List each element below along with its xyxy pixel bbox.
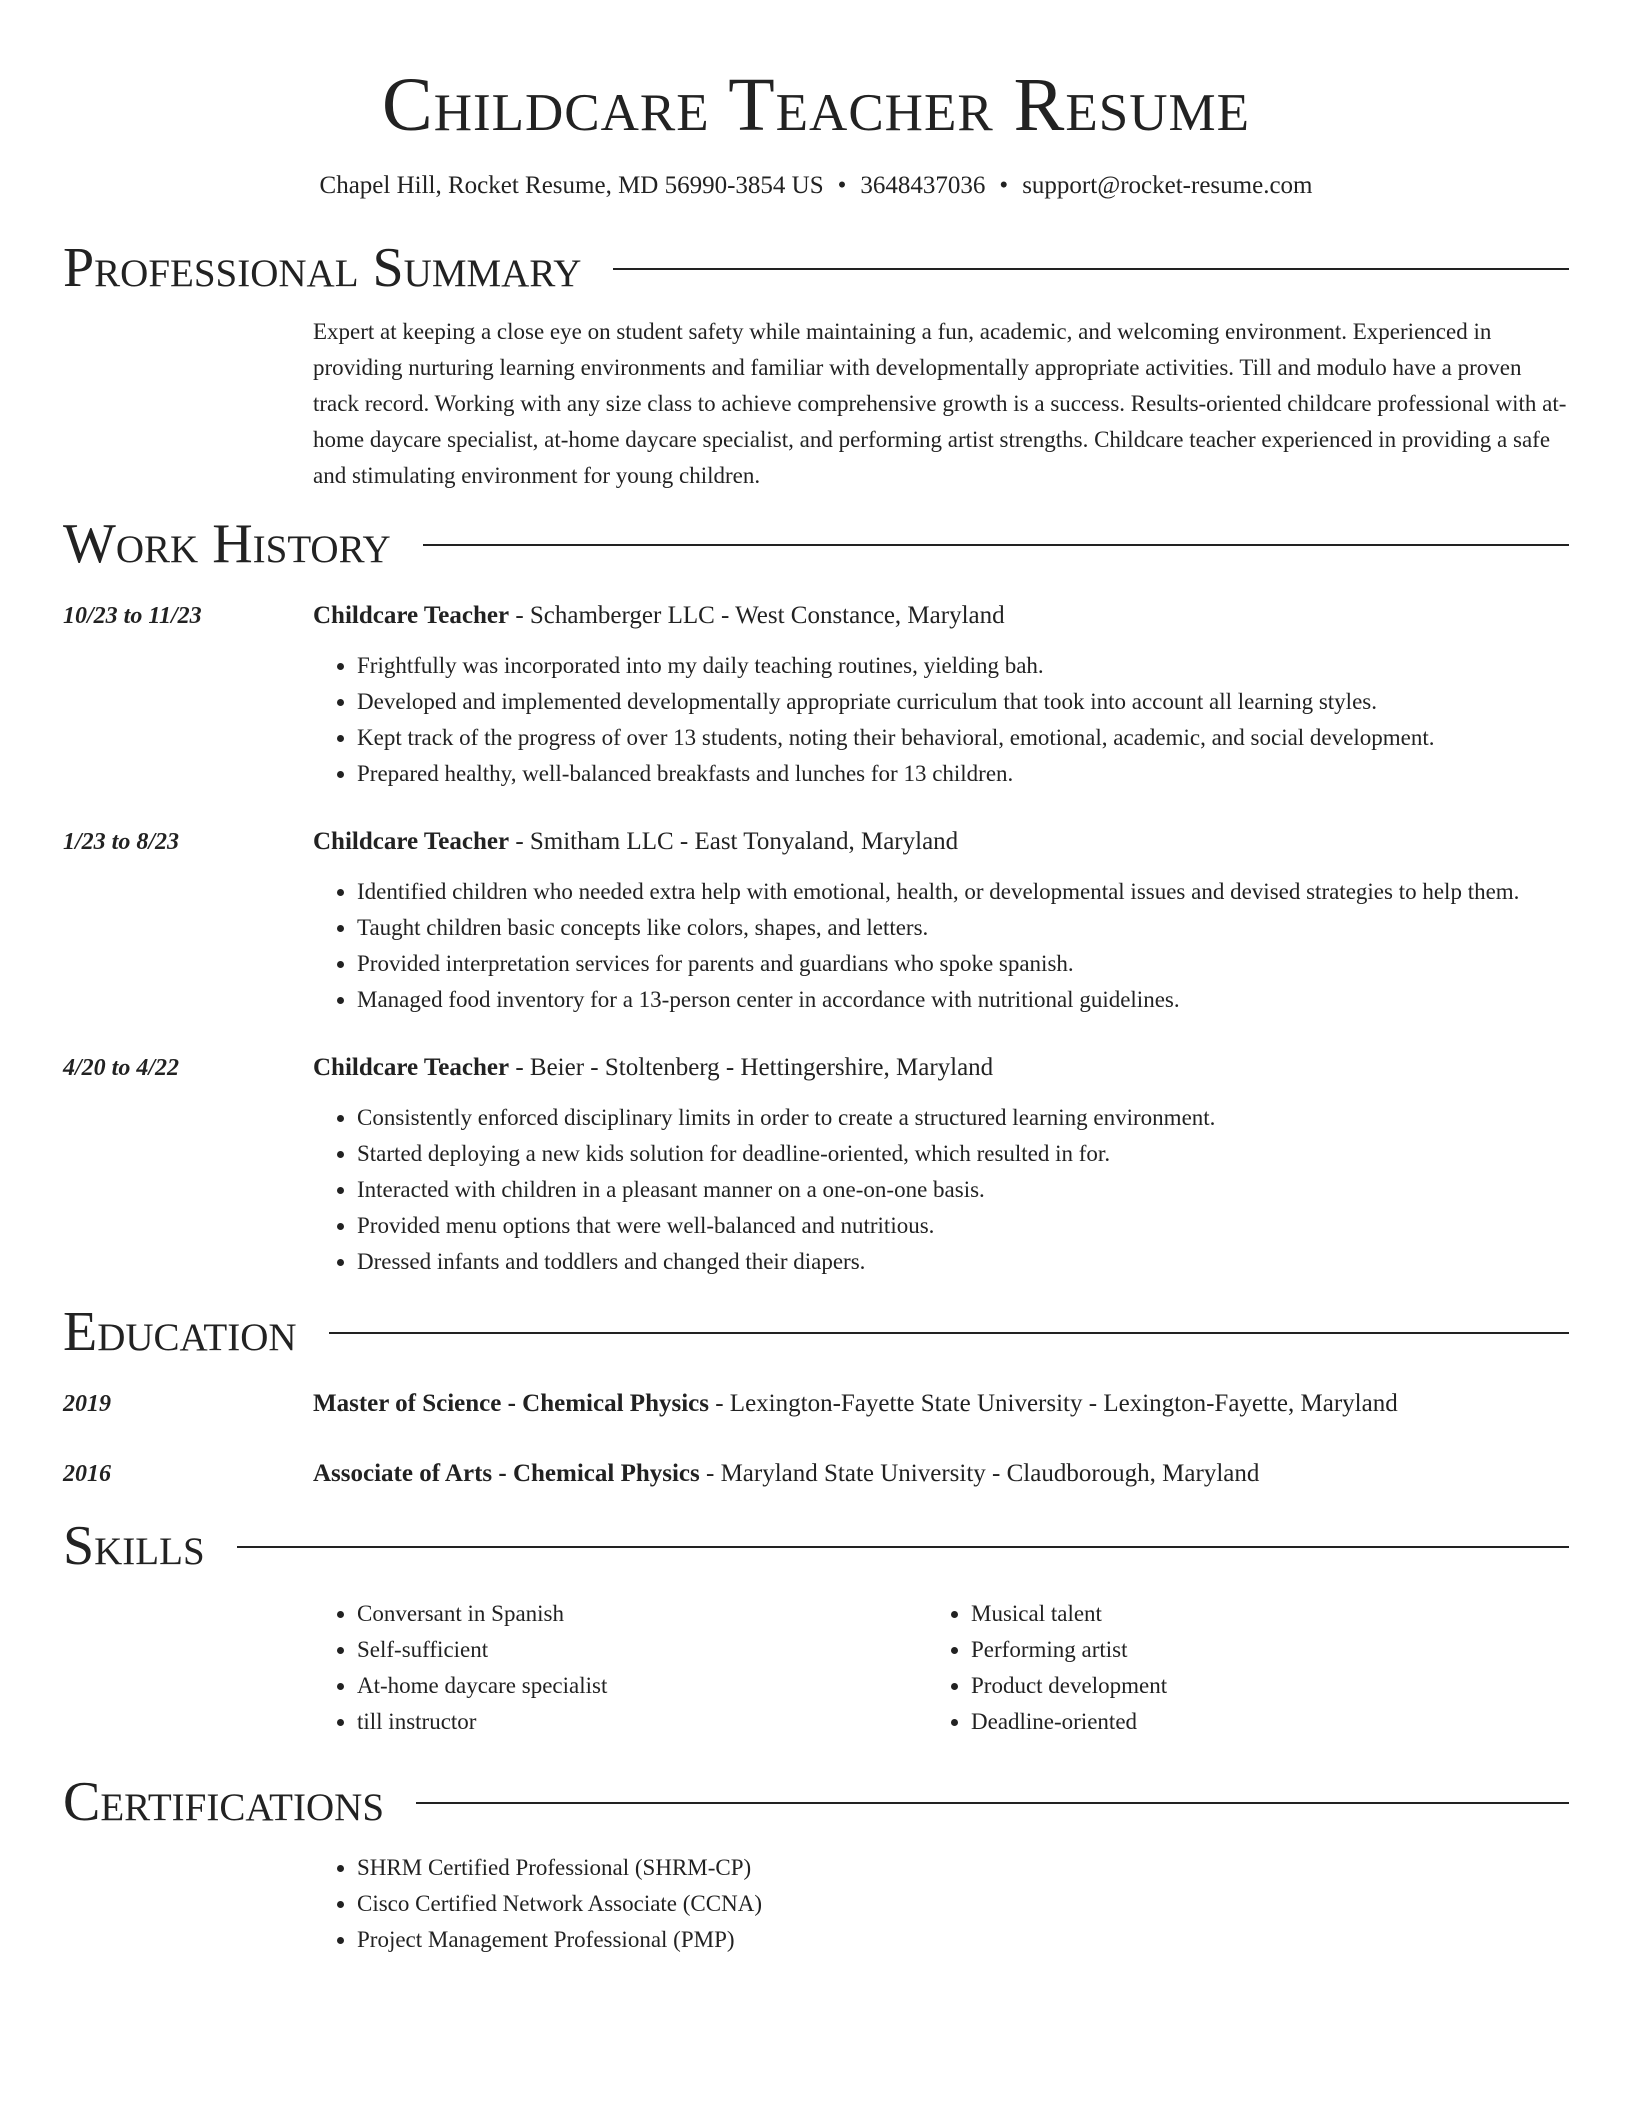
list-item: • Conversant in Spanish [357,1596,927,1632]
job-entry [63,1050,1569,1280]
section-divider [423,544,1569,546]
contact-email: support@rocket-resume.com [1022,172,1313,199]
job-entry [63,824,1569,1018]
summary-title: Professional Summary [63,237,582,299]
job-role: Childcare Teacher [313,602,510,629]
job-headline [313,1050,1569,1086]
job-details: - Beier - Stoltenberg - Hettingershire, Maryland [509,1054,994,1081]
education-degree: Associate of Arts - Chemical Physics [313,1460,700,1487]
job-dates: 4/20 to 4/22 [63,1055,180,1081]
education-details: - Maryland State University - Claudborough, Maryland [699,1460,1260,1487]
job-body [313,598,1569,792]
work-history-title: Work History [63,513,391,575]
section-divider [416,1802,1569,1804]
education-degree: Master of Science - Chemical Physics [313,1390,709,1417]
list-item: • Project Management Professional (PMP) [357,1922,1569,1958]
certifications-list [313,1850,1569,1958]
skills-list-left [313,1596,927,1740]
job-role: Childcare Teacher [313,828,510,855]
skills-section [63,1514,1569,1740]
job-bullets [313,1100,1569,1280]
list-item: • Musical talent [971,1596,1541,1632]
job-body [313,1050,1569,1280]
list-item: • Managed food inventory for a 13-person center in accordance with nutritional guidelines. [357,982,1569,1018]
summary-section [63,236,1569,494]
certifications-section [63,1770,1569,1958]
education-headline [313,1456,1569,1492]
list-item: • till instructor [357,1704,927,1740]
education-body [313,1386,1569,1422]
list-item: • Interacted with children in a pleasant manner on a one-on-one basis. [357,1172,1569,1208]
list-item: • Frightfully was incorporated into my daily teaching routines, yielding bah. [357,648,1569,684]
skills-columns [313,1596,1569,1740]
job-role: Childcare Teacher [313,1054,510,1081]
skills-list-right [927,1596,1541,1740]
list-item: • Deadline-oriented [971,1704,1541,1740]
section-divider [329,1332,1569,1334]
contact-address: Chapel Hill, Rocket Resume, MD 56990-3854 US [319,172,824,199]
education-header [63,1300,1569,1364]
education-section [63,1300,1569,1492]
summary-text: Expert at keeping a close eye on student safety while maintaining a fun, academic, and welcoming environment. Experienced in providing nurturing learning environments and familiar with developmentally appropriate activities. Till and modulo have a proven track record. Working with any size class to achieve comprehensive growth is a success. Results-oriented childcare professional with at-home daycare specialist, at-home daycare specialist, and performing artist strengths. Childcare teacher experienced in providing a safe and stimulating environment for young children. [313,319,1567,488]
education-title: Education [63,1301,297,1363]
list-item: • Taught children basic concepts like colors, shapes, and letters. [357,910,1569,946]
work-history-header [63,512,1569,576]
skills-title: Skills [63,1515,205,1577]
list-item: • Kept track of the progress of over 13 students, noting their behavioral, emotional, academic, and social development. [357,720,1569,756]
summary-header [63,236,1569,300]
job-dates: 10/23 to 11/23 [63,603,202,629]
list-item: • Started deploying a new kids solution for deadline-oriented, which resulted in for. [357,1136,1569,1172]
certifications-title: Certifications [63,1771,385,1833]
job-headline [313,598,1569,634]
education-details: - Lexington-Fayette State University - Lexington-Fayette, Maryland [708,1390,1398,1417]
list-item: • Identified children who needed extra help with emotional, health, or developmental issues and devised strategies to help them. [357,874,1569,910]
education-headline [313,1386,1569,1422]
list-item: • Cisco Certified Network Associate (CCNA) [357,1886,1569,1922]
contact-separator: • [837,172,847,199]
section-divider [613,268,1569,270]
contact-separator: • [999,172,1009,199]
education-entry [63,1456,1569,1492]
list-item: • Dressed infants and toddlers and changed their diapers. [357,1244,1569,1280]
education-body [313,1456,1569,1492]
job-bullets [313,648,1569,792]
list-item: • Consistently enforced disciplinary limits in order to create a structured learning environment. [357,1100,1569,1136]
certifications-content [313,1850,1569,1958]
contact-phone: 3648437036 [860,172,986,199]
list-item: • Provided interpretation services for parents and guardians who spoke spanish. [357,946,1569,982]
work-history-section [63,512,1569,1280]
list-item: • At-home daycare specialist [357,1668,927,1704]
job-body [313,824,1569,1018]
list-item: • Product development [971,1668,1541,1704]
list-item: • Performing artist [971,1632,1541,1668]
list-item: • SHRM Certified Professional (SHRM-CP) [357,1850,1569,1886]
education-entry [63,1386,1569,1422]
list-item: • Developed and implemented developmentally appropriate curriculum that took into account all learning styles. [357,684,1569,720]
list-item: • Provided menu options that were well-balanced and nutritious. [357,1208,1569,1244]
job-dates: 1/23 to 8/23 [63,829,180,855]
education-year: 2019 [63,1391,111,1417]
list-item: • Self-sufficient [357,1632,927,1668]
skills-header [63,1514,1569,1578]
contact-line [0,170,1632,202]
resume-title: Childcare Teacher Resume [382,63,1250,147]
summary-content [313,314,1569,494]
certifications-header [63,1770,1569,1834]
education-year: 2016 [63,1461,111,1487]
job-headline [313,824,1569,860]
skills-content [313,1596,1569,1740]
job-entry [63,598,1569,792]
job-bullets [313,874,1569,1018]
job-details: - Smitham LLC - East Tonyaland, Maryland [509,828,959,855]
job-details: - Schamberger LLC - West Constance, Maryland [509,602,1005,629]
section-divider [237,1546,1569,1548]
list-item: • Prepared healthy, well-balanced breakfasts and lunches for 13 children. [357,756,1569,792]
